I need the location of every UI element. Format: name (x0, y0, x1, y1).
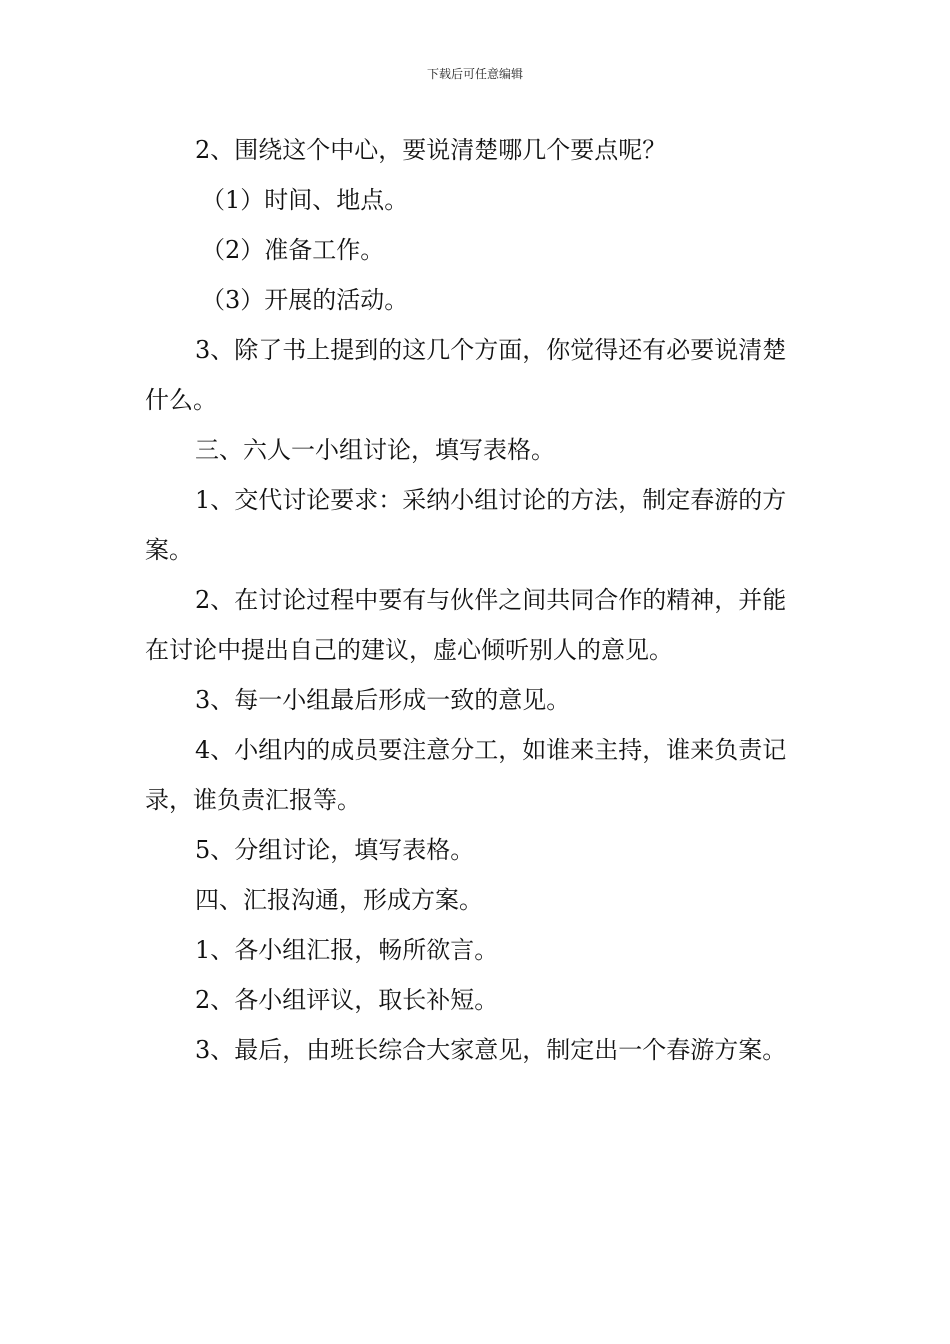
paragraph-group-report: 1、各小组汇报，畅所欲言。 (195, 936, 499, 964)
paragraph-group-discussion: 5、分组讨论，填写表格。 (195, 836, 475, 864)
paragraph-point-time-place: （1）时间、地点。 (201, 186, 409, 214)
paragraph-division-of-labor: 4、小组内的成员要注意分工，如谁来主持，谁来负责记录，谁负责汇报等。 (145, 736, 787, 814)
paragraph-final-plan: 3、最后，由班长综合大家意见，制定出一个春游方案。 (195, 1036, 787, 1064)
paragraph-point-activities: （3）开展的活动。 (201, 286, 409, 314)
paragraph-consensus: 3、每一小组最后形成一致的意见。 (195, 686, 571, 714)
section-heading-group-discussion: 三、六人一小组讨论，填写表格。 (195, 436, 555, 464)
section-heading-report: 四、汇报沟通，形成方案。 (195, 886, 483, 914)
paragraph-other-aspects: 3、除了书上提到的这几个方面，你觉得还有必要说清楚什么。 (145, 336, 787, 414)
paragraph-point-preparation: （2）准备工作。 (201, 236, 385, 264)
paragraph-cooperation: 2、在讨论过程中要有与伙伴之间共同合作的精神，并能在讨论中提出自己的建议，虚心倾听别人的意见。 (145, 586, 787, 664)
paragraph-key-points-question: 2、围绕这个中心，要说清楚哪几个要点呢？ (195, 136, 667, 164)
page-header-note: 下载后可任意编辑 (426, 67, 523, 81)
paragraph-group-review: 2、各小组评议，取长补短。 (195, 986, 499, 1014)
paragraph-discussion-requirements: 1、交代讨论要求：采纳小组讨论的方法，制定春游的方案。 (145, 486, 787, 564)
document-body (145, 125, 810, 1075)
